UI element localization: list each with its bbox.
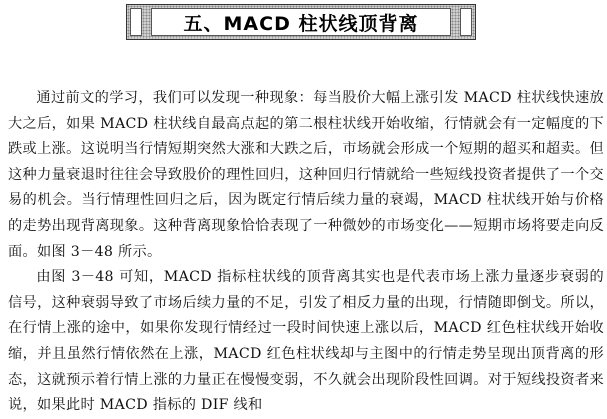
section-heading-banner — [126, 4, 476, 40]
body-text — [8, 86, 604, 419]
paragraph-1: 通过前文的学习，我们可以发现一种现象：每当股价大幅上涨引发 MACD 柱状线快速放大之后，如果 MACD 柱状线自最高点起的第二根柱状线开始收缩，行情就会有一定幅度的下跌或上涨。这说明当行情短期突然大涨和大跌之后，市场就会形成一个短期的超买和超卖。但这种力量衰退时往往会导致股价的理性回归，这种回归行情就给一些短线投资者提供了一个交易的机会。当行情理性回归之后，因为既定行情后续力量的衰竭，MACD 柱状线开始与价格的走势出现背离现象。这种背离现象恰恰表现了一种微妙的市场变化——短期市场将要走向反面。如图 3－48 所示。 — [8, 90, 604, 260]
paragraph-2: 由图 3－48 可知，MACD 指标柱状线的顶背离其实也是代表市场上涨力量逐步衰弱的信号，这种衰弱导致了市场后续力量的不足，引发了相反力量的出现，行情随即倒戈。所以，在行情上涨的途中，如果你发现行情经过一段时间快速上涨以后，MACD 红色柱状线开始收缩，并且虽然行情依然在上涨，MACD 红色柱状线却与主图中的行情走势呈现出顶背离的形态，这就预示着行情上涨的力量正在慢慢变弱，不久就会出现阶段性回调。对于短线投资者来说，如果此时 MACD 指标的 DIF 线和 — [8, 269, 604, 414]
section-title: 五、MACD 柱状线顶背离 — [183, 12, 419, 35]
section-heading-box — [151, 8, 451, 36]
